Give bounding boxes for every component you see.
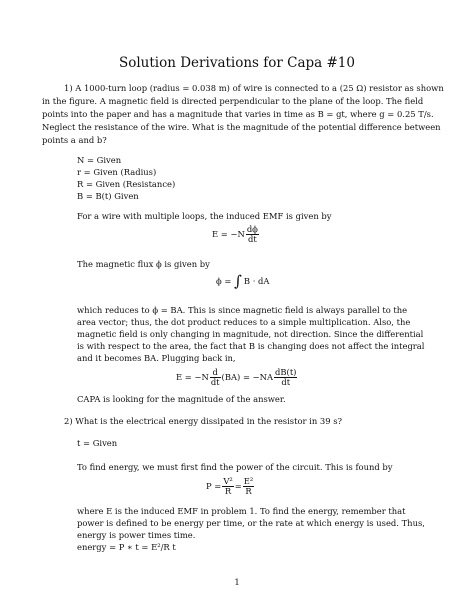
- power-fraction-1: [222, 477, 233, 496]
- final-numerator-2: dB(t): [275, 367, 297, 377]
- question-2: 2) What is the electrical energy dissipated in the resistor in 39 s?: [64, 416, 342, 426]
- flux-intro: The magnetic flux ϕ is given by: [77, 259, 210, 269]
- page-title: Solution Derivations for Capa #10: [118, 55, 355, 71]
- question-1-line: points into the paper and has a magnitude that varies in time as B = gt, where g = 0.25 T/s.: [42, 109, 434, 119]
- power-lhs: P =: [206, 480, 222, 491]
- closing-note: CAPA is looking for the magnitude of the answer.: [77, 394, 286, 404]
- power-denominator-2: R: [245, 485, 252, 496]
- emf-numerator: dϕ: [246, 224, 258, 234]
- page-number: 1: [234, 577, 240, 587]
- given-item: R = Given (Resistance): [77, 179, 176, 189]
- emf-fraction: [246, 225, 259, 244]
- reduce-line: magnetic field is only changing in magnitude, not direction. Since the differential: [77, 329, 424, 339]
- after-line: where E is the induced EMF in problem 1. To find the energy, remember that: [77, 506, 406, 516]
- emf-equation: [212, 225, 260, 244]
- final-eq-part: E = −N: [176, 371, 209, 382]
- emf-lhs: E = −N: [212, 228, 245, 239]
- flux-equation: [216, 274, 269, 289]
- final-fraction-1: [210, 368, 221, 387]
- reduce-line: and it becomes BA. Plugging back in,: [77, 353, 236, 363]
- final-fraction-2: [274, 368, 297, 387]
- power-numerator-2: E²: [243, 476, 254, 486]
- given-item: t = Given: [77, 438, 118, 448]
- energy-line: energy = P ∗ t = E²/R t: [77, 542, 176, 552]
- final-eq-part: (BA) = −NA: [221, 371, 274, 382]
- question-1-line: points a and b?: [42, 135, 107, 145]
- reduce-line: area vector; thus, the dot product reduces to a simple multiplication. Also, the: [77, 317, 411, 327]
- flux-rhs: B · dA: [243, 276, 270, 286]
- emf-denominator: dt: [247, 233, 257, 244]
- final-denominator-2: dt: [281, 376, 291, 387]
- given-item: N = Given: [77, 155, 122, 165]
- question-1-line: Neglect the resistance of the wire. What is the magnitude of the potential difference between: [42, 122, 441, 132]
- given-item: B = B(t) Given: [77, 191, 139, 201]
- power-equation: [206, 477, 255, 496]
- power-fraction-2: [243, 477, 254, 496]
- power-equals: =: [234, 480, 242, 491]
- given-item: r = Given (Radius): [77, 167, 157, 177]
- question-1-line: 1) A 1000-turn loop (radius = 0.038 m) of wire is connected to a (25 Ω) resistor as shown: [64, 83, 444, 93]
- final-equation: [176, 368, 298, 387]
- power-denominator-1: R: [224, 485, 232, 496]
- question-1-line: in the figure. A magnetic field is directed perpendicular to the plane of the loop. The field: [42, 96, 424, 106]
- final-numerator-1: d: [210, 368, 221, 378]
- emf-intro: For a wire with multiple loops, the induced EMF is given by: [77, 211, 332, 221]
- reduce-line: which reduces to ϕ = BA. This is since magnetic field is always parallel to the: [77, 305, 408, 315]
- final-denominator-1: dt: [210, 376, 220, 387]
- after-line: power is defined to be energy per time, or the rate at which energy is used. Thus,: [77, 518, 425, 528]
- integral-sign: ∫: [234, 272, 242, 290]
- reduce-line: is with respect to the area, the fact that B is changing does not affect the integral: [77, 341, 425, 351]
- after-line: energy is power times time.: [77, 530, 196, 540]
- flux-lhs: ϕ =: [216, 276, 232, 286]
- power-numerator-1: V²: [223, 476, 233, 486]
- power-intro: To find energy, we must first find the power of the circuit. This is found by: [77, 462, 393, 472]
